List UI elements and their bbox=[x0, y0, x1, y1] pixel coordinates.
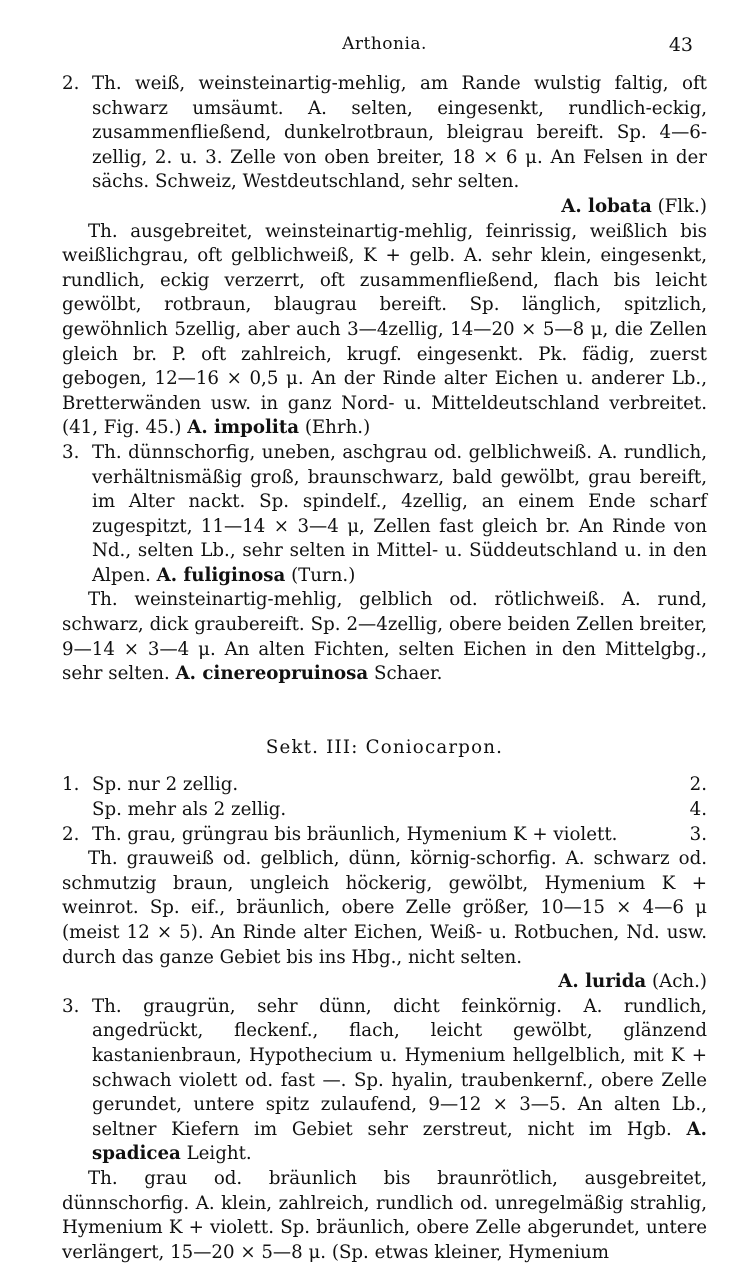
entry-3 bbox=[62, 441, 707, 589]
key-reference: 4. bbox=[689, 799, 707, 821]
section-heading: Sekt. III: Coniocarpon. bbox=[265, 736, 504, 758]
species-name: A. cinereopruinosa bbox=[175, 663, 369, 685]
species-name: A. fuliginosa bbox=[156, 564, 286, 586]
page-number: 43 bbox=[668, 34, 693, 56]
entry-text: Th. weinsteinartig-mehlig, gelblich od. rötlichweiß. A. rund, schwarz, dick graubereift. Sp. 2—4zellig, obere beiden Zellen breiter, 9—14 × 3—4 μ. An alten Fichten, selten Eichen in den Mittelgbg., sehr selten. bbox=[62, 589, 707, 685]
key-lead: Th. grau, grüngrau bis bräunlich, Hymenium K + violett. bbox=[92, 823, 618, 845]
entry-number: 3. bbox=[62, 995, 80, 1017]
entry-last bbox=[62, 1167, 707, 1265]
entry-text: Th. graugrün, sehr dünn, dicht feinkörnig. A. rundlich, angedrückt, fleckenf., flach, leicht gewölbt, glänzend kastanienbraun, Hypothecium u. Hymenium hellgelblich, mit K + schwach violett od. fast —. Sp. hyalin, traubenkernf., obere Zelle gerundet, untere spitz zulaufend, 9—12 × 3—5. An alten Lb., seltner Kiefern im Gebiet sehr zerstreut, nicht im Hgb. bbox=[92, 995, 707, 1140]
entry-text: Th. grau od. bräunlich bis braunrötlich, ausgebreitet, dünnschorfig. A. klein, zahlreich, rundlich od. unregelmäßig strahlig, Hymenium K + violett. Sp. bräunlich, obere Zelle abgerundet, untere verlängert, 15—20 × 5—8 μ. (Sp. etwas kleiner, Hymenium bbox=[62, 1167, 707, 1263]
species-author: (Ehrh.) bbox=[299, 417, 371, 439]
entry-2 bbox=[62, 72, 707, 195]
species-author: (Turn.) bbox=[285, 564, 356, 586]
page-header bbox=[62, 34, 707, 60]
entry-number: 2. bbox=[62, 73, 80, 94]
page-body bbox=[62, 72, 707, 1265]
species-author: (Ach.) bbox=[646, 971, 707, 993]
species-line-lobata bbox=[62, 195, 707, 220]
running-title: Arthonia. bbox=[342, 34, 427, 54]
key-lead: Sp. nur 2 zellig. bbox=[92, 774, 239, 796]
entry-cinereopruinosa bbox=[62, 588, 707, 686]
species-author: (Flk.) bbox=[651, 195, 707, 217]
species-author: Schaer. bbox=[368, 663, 443, 685]
species-name: A. lurida bbox=[558, 971, 647, 993]
entry-text: Th. grauweiß od. gelblich, dünn, körnig-schorfig. A. schwarz od. schmutzig braun, ungleich höckerig, gewölbt, Hymenium K + weinrot. Sp. eif., bräunlich, obere Zelle größer, 10—15 × 4—6 μ (meist 12 × 5). An Rinde alter Eichen, Weiß- u. Rotbuchen, Nd. usw. durch das ganze Gebiet bis ins Hbg., nicht selten. bbox=[62, 848, 707, 968]
species-line-lurida bbox=[62, 970, 707, 995]
key-2a bbox=[62, 823, 707, 848]
entry-text: Th. weiß, weinsteinartig-mehlig, am Rande wulstig faltig, oft schwarz umsäumt. A. selten, eingesenkt, rundlich-eckig, zusammenfließend, dunkelrotbraun, bleigrau bereift. Sp. 4—6-zellig, 2. u. 3. Zelle von oben breiter, 18 × 6 μ. An Felsen in der sächs. Schweiz, Westdeutschland, sehr selten. bbox=[92, 73, 707, 193]
key-number: 1. bbox=[62, 774, 80, 796]
entry-text: Th. ausgebreitet, weinsteinartig-mehlig, feinrissig, weißlich bis weißlichgrau, oft gelblichweiß, K + gelb. A. sehr klein, eingesenkt, rundlich, eckig verzerrt, oft zusammenfließend, flach bis leicht gewölbt, rotbraun, blaugrau bereift. Sp. länglich, spitzlich, gewöhnlich 5zellig, aber auch 3—4zellig, 14—20 × 5—8 μ, die Zellen gleich br. P. oft zahlreich, krugf. eingesenkt. Pk. fädig, zuerst gebogen, 12—16 × 0,5 μ. An der Rinde alter Eichen u. anderer Lb., Bretterwänden usw. in ganz Nord- u. Mitteldeutschland verbreitet. (41, Fig. 45.) bbox=[62, 220, 707, 439]
entry-number: 3. bbox=[62, 441, 80, 463]
key-1b bbox=[62, 798, 707, 823]
entry-lurida bbox=[62, 847, 707, 970]
key-reference: 2. bbox=[689, 774, 707, 796]
species-name: A. impolita bbox=[187, 417, 300, 439]
key-number: 2. bbox=[62, 823, 80, 845]
entry-text: Th. dünnschorfig, uneben, aschgrau od. gelblichweiß. A. rundlich, verhältnismäßig groß, braunschwarz, bald gewölbt, grau bereift, im Alter nackt. Sp. spindelf., 4zellig, an einem Ende scharf zugespitzt, 11—14 × 3—4 μ, Zellen fast gleich br. An Rinde von Nd., selten Lb., sehr selten in Mittel- u. Süddeutschland u. in den Alpen. bbox=[92, 441, 707, 586]
species-author: Leight. bbox=[180, 1143, 252, 1165]
entry-3-coniocarpon bbox=[62, 995, 707, 1167]
species-name: A. lobata bbox=[561, 195, 652, 217]
key-reference: 3. bbox=[689, 823, 707, 845]
key-text bbox=[62, 823, 618, 848]
key-lead: Sp. mehr als 2 zellig. bbox=[92, 799, 287, 821]
species-name: A. spadicea bbox=[92, 1118, 707, 1165]
key-1a bbox=[62, 773, 707, 798]
key-text bbox=[62, 773, 239, 798]
entry-impolita bbox=[62, 220, 707, 441]
